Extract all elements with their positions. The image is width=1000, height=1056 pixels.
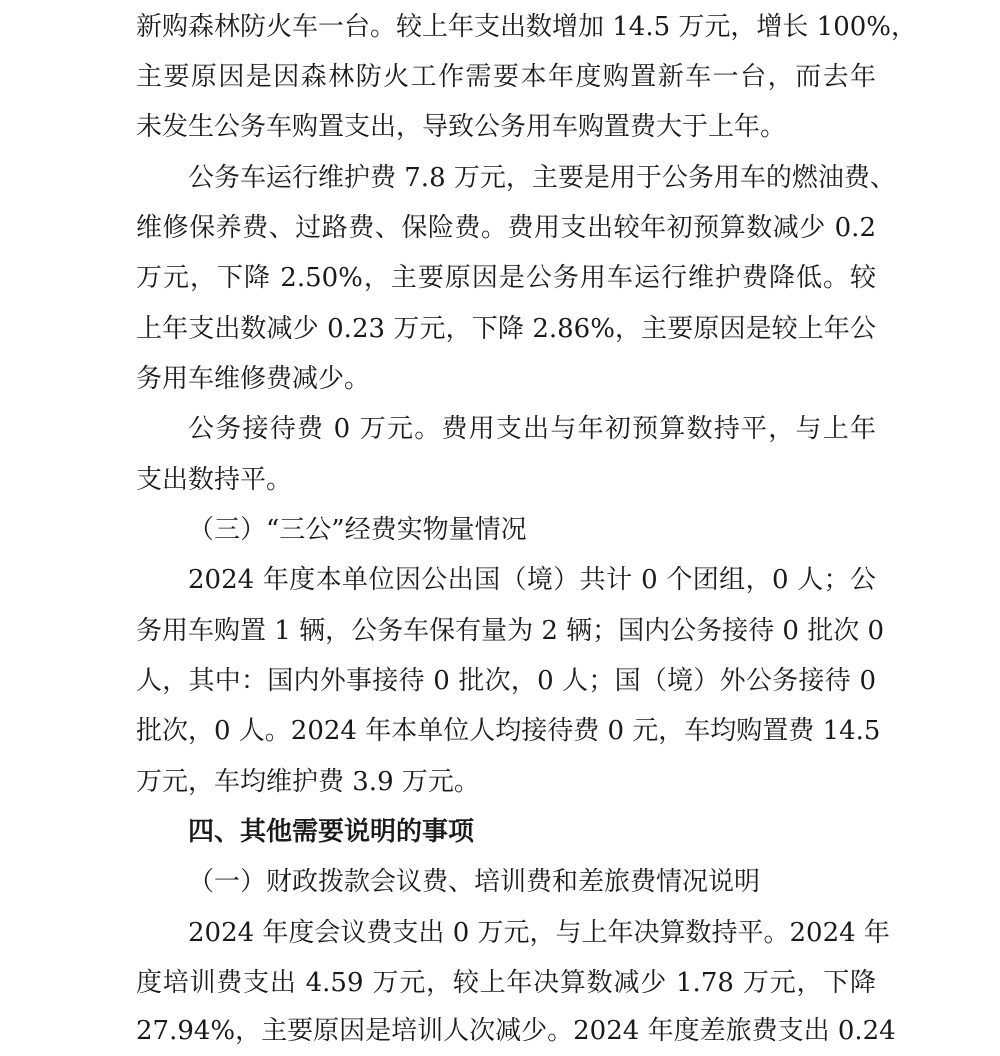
paragraph-line: 公务车运行维护费 7.8 万元，主要是用于公务用车的燃油费、 xyxy=(188,163,896,193)
paragraph-line: 务用车购置 1 辆，公务车保有量为 2 辆；国内公务接待 0 批次 0 xyxy=(136,616,885,646)
paragraph-line: 维修保养费、过路费、保险费。费用支出较年初预算数减少 0.2 xyxy=(136,213,876,243)
paragraph-line: 人，其中：国内外事接待 0 批次，0 人；国（境）外公务接待 0 xyxy=(136,666,876,696)
paragraph-line: 新购森林防火车一台。较上年支出数增加 14.5 万元，增长 100%， xyxy=(136,12,918,42)
paragraph-line: 未发生公务车购置支出，导致公务用车购置费大于上年。 xyxy=(136,112,787,142)
paragraph-line: 公务接待费 0 万元。费用支出与年初预算数持平，与上年 xyxy=(188,414,876,444)
paragraph-line: 上年支出数减少 0.23 万元，下降 2.86%，主要原因是较上年公 xyxy=(136,314,876,344)
paragraph-line: 万元，车均维护费 3.9 万元。 xyxy=(136,767,480,797)
paragraph-line: 主要原因是因森林防火工作需要本年度购置新车一台，而去年 xyxy=(136,62,876,92)
paragraph-line: 度培训费支出 4.59 万元，较上年决算数减少 1.78 万元，下降 xyxy=(136,968,876,998)
section-heading: 四、其他需要说明的事项 xyxy=(188,817,475,847)
paragraph-line: 批次，0 人。2024 年本单位人均接待费 0 元，车均购置费 14.5 xyxy=(136,716,881,746)
paragraph-line: 支出数持平。 xyxy=(136,465,293,495)
section-subheading: （一）财政拨款会议费、培训费和差旅费情况说明 xyxy=(188,867,761,897)
section-subheading: （三）“三公”经费实物量情况 xyxy=(188,515,527,545)
paragraph-line: 务用车维修费减少。 xyxy=(136,364,371,394)
paragraph-line: 2024 年度会议费支出 0 万元，与上年决算数持平。2024 年 xyxy=(188,918,890,948)
paragraph-line: 27.94%，主要原因是培训人次减少。2024 年度差旅费支出 0.24 xyxy=(136,1016,896,1046)
paragraph-line: 2024 年度本单位因公出国（境）共计 0 个团组，0 人；公 xyxy=(188,565,876,595)
paragraph-line: 万元，下降 2.50%，主要原因是公务用车运行维护费降低。较 xyxy=(136,263,876,293)
